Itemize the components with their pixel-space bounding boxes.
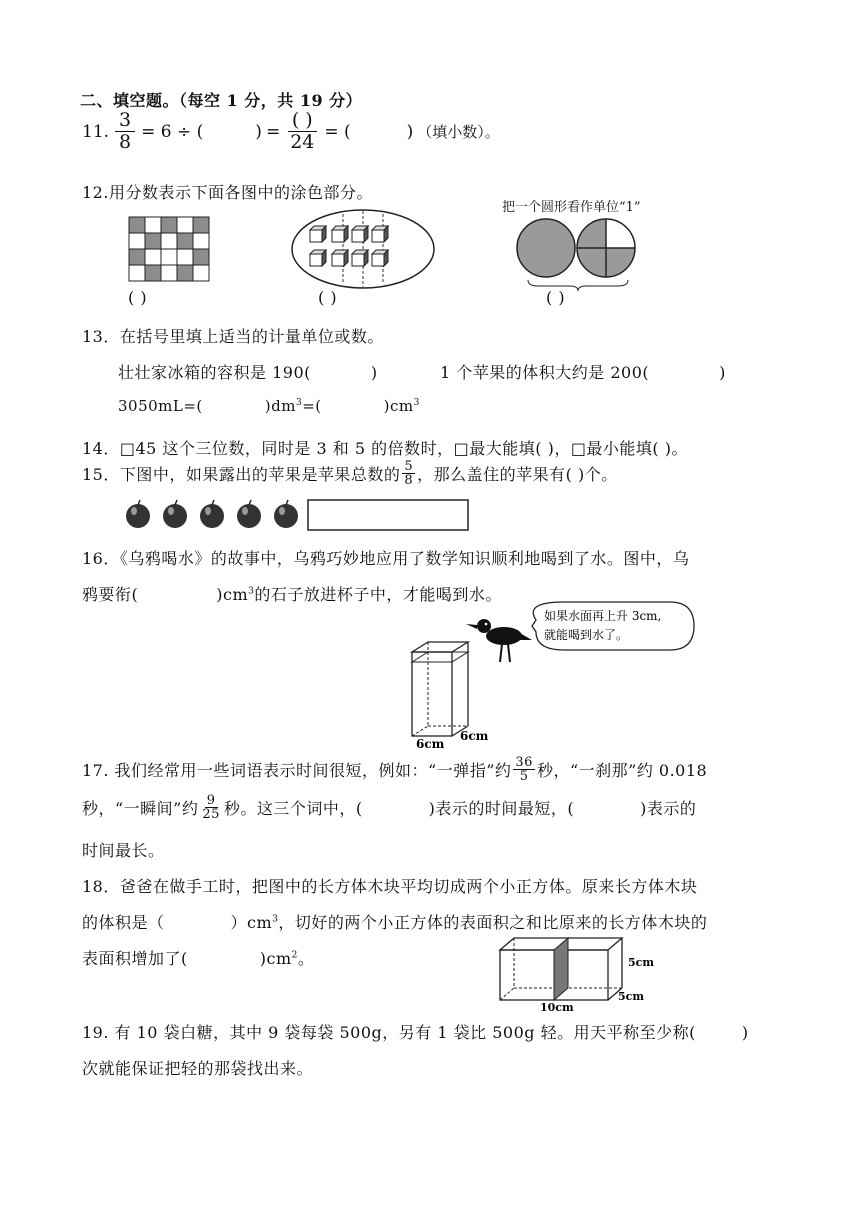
circles-brace: [526, 278, 630, 292]
q18-l3c: 。: [297, 949, 315, 968]
q17-f2-num: 9: [206, 793, 216, 808]
grid-cell: [129, 265, 145, 281]
q12-answer-2[interactable]: ( ): [318, 288, 338, 307]
cuboid-dim-width: 5cm: [618, 990, 644, 1003]
cup-dim-width: 6cm: [416, 737, 445, 751]
q11-frac-num: 3: [115, 110, 135, 132]
q17-l2a: 秒，“一瞬间”约: [82, 799, 199, 818]
q13-text: 13．在括号里填上适当的计量单位或数。: [82, 327, 384, 346]
q11-blank-fraction[interactable]: [286, 110, 318, 153]
q11-close1: ): [255, 121, 262, 142]
grid-cell: [161, 249, 177, 265]
cube-icon: [372, 250, 388, 266]
q17-f1-num: 36: [515, 755, 533, 770]
q18-l3a: 表面积增加了(: [82, 949, 188, 968]
q16-line1: 16．《乌鸦喝水》的故事中，乌鸦巧妙地应用了数学知识顺利地喝到了水。图中，乌: [82, 549, 690, 568]
grid-cell: [177, 265, 193, 281]
q16-l2a: 鸦要衔(: [82, 585, 139, 604]
grid-cell: [145, 249, 161, 265]
grid-cell: [161, 265, 177, 281]
q11-fraction: [115, 110, 135, 153]
q17-l1a: 17. 我们经常用一些词语表示时间很短，例如：“一弹指”约: [82, 761, 512, 780]
cube-icon: [310, 250, 326, 266]
grid-cell: [193, 265, 209, 281]
question-11: [82, 110, 500, 153]
apples-figure: [124, 498, 474, 532]
grid-cell: [161, 233, 177, 249]
q18-l3-sup: 2: [291, 950, 298, 961]
cube-icon: [310, 226, 326, 242]
q13-l2d-sup: 3: [413, 398, 420, 408]
q18-line3: [82, 946, 314, 969]
q17-f2-den: 25: [202, 807, 220, 822]
question-15: [82, 460, 618, 487]
cube-icon: [372, 226, 388, 242]
q14-text: 14．□45 这个三位数，同时是 3 和 5 的倍数时，□最大能填( )，□最小能填( )。: [82, 439, 689, 458]
q17-line1: [82, 756, 707, 783]
q15-frac-num: 5: [404, 459, 414, 474]
shaded-grid-figure: [128, 216, 210, 282]
q11-blank-den: 24: [290, 131, 315, 153]
bubble-line-2: 就能喝到水了。: [544, 628, 629, 642]
bubble-line-1: 如果水面再上升 3cm,: [544, 609, 662, 623]
q18-l3b: )cm: [259, 949, 292, 968]
cubes-ellipse-figure: [290, 208, 436, 290]
q13-l1b-close: ): [719, 363, 726, 382]
q18-line2: [82, 910, 707, 933]
cube-icon: [352, 250, 368, 266]
grid-cell: [177, 217, 193, 233]
apple-icon: [274, 500, 298, 528]
grid-cell: [145, 265, 161, 281]
grid-cell: [193, 233, 209, 249]
q17-line2: [82, 794, 696, 821]
cube-icon: [332, 226, 348, 242]
q17-l2c: )表示的时间最短，(: [428, 799, 575, 818]
q11-eq3: = (: [324, 121, 351, 142]
q17-f1-den: 5: [519, 769, 529, 784]
grid-cell: [129, 217, 145, 233]
grid-cell: [193, 249, 209, 265]
q13-line2: [118, 397, 420, 415]
grid-cell: [161, 217, 177, 233]
q12-text: 12.用分数表示下面各图中的涂色部分。: [82, 183, 373, 202]
cuboid-figure: [494, 934, 664, 1012]
q11-eq1: = 6 ÷ (: [141, 121, 204, 142]
q17-line3: 时间最长。: [82, 841, 165, 860]
q16-l2b: )cm: [216, 585, 249, 604]
q18-l2a: 的体积是（: [82, 913, 165, 932]
q16-l2-sup: 3: [248, 586, 255, 597]
grid-cell: [193, 217, 209, 233]
q19-l1b: ): [741, 1023, 749, 1042]
q11-hint: （填小数）。: [417, 123, 500, 141]
cuboid-dim-height: 5cm: [628, 956, 654, 969]
cup-dim-depth: 6cm: [460, 729, 489, 743]
q18-line1: 18．爸爸在做手工时，把图中的长方体木块平均切成两个小正方体。原来长方体木块: [82, 877, 698, 896]
circle-caption: 把一个圆形看作单位“1”: [502, 200, 641, 215]
apple-icon: [200, 500, 224, 528]
grid-cell: [145, 233, 161, 249]
q13-l1a-text: 壮壮家冰箱的容积是 190(: [118, 363, 311, 382]
q17-l1b: 秒，“一刹那”约 0.018: [536, 761, 708, 780]
q11-close3: ): [406, 121, 414, 142]
q15-fraction: [402, 460, 415, 487]
q18-l2-sup: 3: [272, 914, 279, 925]
q18-l2b: ）cm: [230, 913, 273, 932]
q13-l2b-sup: 3: [295, 398, 303, 408]
q17-l2b: 秒。这三个词中，(: [223, 799, 363, 818]
grid-cell: [129, 233, 145, 249]
q13-l1a-close: ): [370, 363, 378, 382]
q13-l2c: =(: [302, 397, 322, 415]
crow-cup-figure: [404, 600, 704, 752]
q11-number: 11.: [82, 121, 110, 142]
q17-l2d: )表示的: [640, 799, 697, 818]
q18-l2c: ，切好的两个小正方体的表面积之和比原来的长方体木块的: [278, 913, 708, 932]
q13-l1b-text: 1 个苹果的体积大约是 200(: [440, 363, 650, 382]
apple-icon: [237, 500, 261, 528]
q13-l2d: )cm: [383, 397, 414, 415]
section-title: 二、填空题。（每空 1 分，共 19 分）: [80, 91, 363, 110]
crow-icon: [466, 619, 532, 662]
q13-line1-a: [118, 360, 378, 383]
q11-eq2: =: [265, 121, 281, 142]
cube-icon: [332, 250, 348, 266]
q11-blank-num: ( ): [288, 110, 317, 132]
q15-frac-den: 8: [404, 473, 414, 488]
q15-post: ，那么盖住的苹果有( )个。: [417, 465, 618, 484]
circles-figure: [514, 216, 638, 280]
grid-cell: [145, 217, 161, 233]
q12-answer-1[interactable]: ( ): [128, 288, 148, 307]
q12-answer-3[interactable]: ( ): [546, 288, 566, 307]
grid-cell: [177, 249, 193, 265]
q16-l2c: 的石子放进杯子中，才能喝到水。: [254, 585, 502, 604]
apple-icon: [126, 500, 150, 528]
q19-line1: [82, 1020, 749, 1043]
grid-cell: [129, 249, 145, 265]
q17-fraction-1: [513, 756, 535, 783]
q19-line2: 次就能保证把轻的那袋找出来。: [82, 1059, 314, 1078]
cube-icon: [352, 226, 368, 242]
cover-box: [308, 500, 468, 530]
q13-l2a: 3050mL=(: [118, 397, 203, 415]
q19-l1a: 19. 有 10 袋白糖，其中 9 袋每袋 500g，另有 1 袋比 500g 轻。用天平称至少称(: [82, 1023, 696, 1042]
q17-fraction-2: [200, 794, 222, 821]
q11-frac-den: 8: [119, 131, 132, 153]
cuboid-dim-length: 10cm: [540, 1001, 574, 1012]
apple-icon: [163, 500, 187, 528]
q13-l2b: )dm: [264, 397, 296, 415]
grid-cell: [177, 233, 193, 249]
q13-line1-b: [440, 360, 726, 383]
q15-pre: 15．下图中，如果露出的苹果是苹果总数的: [82, 465, 401, 484]
